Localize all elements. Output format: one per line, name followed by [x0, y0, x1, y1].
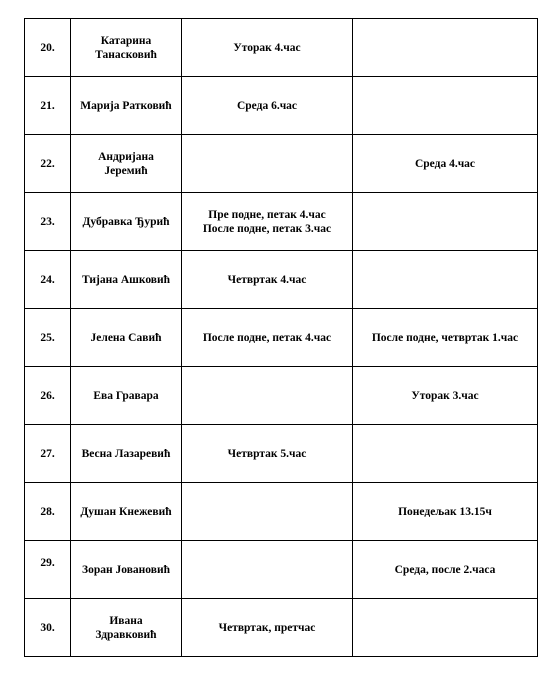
row-number-text: 21.	[40, 99, 55, 112]
table-row	[25, 193, 538, 251]
row-number	[25, 541, 71, 599]
table-row	[25, 483, 538, 541]
schedule-entry: Среда, после 2.часа	[394, 563, 496, 576]
schedule-cell-b	[353, 367, 538, 425]
teacher-name-line: Ивана	[109, 614, 143, 627]
schedule-cell-a	[182, 309, 353, 367]
table-row	[25, 425, 538, 483]
schedule-cell-a	[182, 77, 353, 135]
schedule-entry: Среда 6.час	[236, 99, 298, 112]
schedule-cell-a	[182, 19, 353, 77]
table-row	[25, 19, 538, 77]
row-number-text: 23.	[40, 215, 55, 228]
teacher-name	[71, 483, 182, 541]
schedule-cell-b	[353, 77, 538, 135]
teacher-name	[71, 135, 182, 193]
schedule-cell-b	[353, 251, 538, 309]
teacher-name-line: Дубравка Ђурић	[82, 215, 170, 228]
row-number	[25, 19, 71, 77]
teacher-name-line: Ева Гравара	[93, 389, 159, 402]
schedule-cell-b	[353, 19, 538, 77]
teacher-name-line: Весна Лазаревић	[81, 447, 171, 460]
table-row	[25, 309, 538, 367]
row-number-text: 29.	[40, 556, 55, 569]
schedule-body	[25, 19, 538, 657]
schedule-cell-b	[353, 483, 538, 541]
schedule-cell-b	[353, 599, 538, 657]
schedule-cell-a	[182, 483, 353, 541]
teacher-name	[71, 367, 182, 425]
teacher-name-line: Јелена Савић	[90, 331, 162, 344]
row-number	[25, 367, 71, 425]
row-number-text: 22.	[40, 157, 55, 170]
row-number-text: 27.	[40, 447, 55, 460]
row-number	[25, 483, 71, 541]
schedule-cell-b	[353, 309, 538, 367]
row-number-text: 28.	[40, 505, 55, 518]
schedule-entry: Среда 4.час	[414, 157, 476, 170]
teacher-name	[71, 251, 182, 309]
teacher-name-line: Здравковић	[95, 628, 157, 641]
schedule-cell-a	[182, 193, 353, 251]
table-row	[25, 367, 538, 425]
row-number	[25, 251, 71, 309]
schedule-entry: Уторак 3.час	[411, 389, 479, 402]
teacher-name	[71, 77, 182, 135]
schedule-cell-a	[182, 135, 353, 193]
teacher-name-line: Катарина	[100, 34, 152, 47]
teacher-name	[71, 425, 182, 483]
schedule-cell-b	[353, 193, 538, 251]
row-number	[25, 193, 71, 251]
teacher-name	[71, 19, 182, 77]
schedule-cell-b	[353, 541, 538, 599]
teacher-name-line: Танасковић	[95, 48, 157, 61]
teacher-name-line: Андријана	[98, 150, 154, 163]
schedule-cell-a	[182, 425, 353, 483]
teacher-name	[71, 309, 182, 367]
row-number	[25, 599, 71, 657]
teacher-name	[71, 599, 182, 657]
schedule-cell-a	[182, 367, 353, 425]
row-number-text: 25.	[40, 331, 55, 344]
row-number-text: 24.	[40, 273, 55, 286]
teacher-name-line: Зоран Јовановић	[82, 563, 170, 576]
schedule-cell-a	[182, 251, 353, 309]
schedule-entry: Четвртак 5.час	[227, 447, 307, 460]
schedule-entry: Пре подне, петак 4.час	[208, 208, 326, 221]
schedule-entry: После подне, петак 4.час	[202, 331, 332, 344]
schedule-cell-a	[182, 541, 353, 599]
teacher-name	[71, 193, 182, 251]
schedule-entry: После подне, четвртак 1.час	[371, 331, 519, 344]
schedule-cell-a	[182, 599, 353, 657]
schedule-entry: Четвртак 4.час	[227, 273, 307, 286]
schedule-cell-b	[353, 135, 538, 193]
table-row	[25, 251, 538, 309]
table-row	[25, 135, 538, 193]
teacher-name-line: Душан Кнежевић	[80, 505, 172, 518]
schedule-table	[24, 18, 538, 657]
table-row	[25, 599, 538, 657]
teacher-name-line: Тијана Ашковић	[81, 273, 171, 286]
table-row	[25, 77, 538, 135]
schedule-entry: После подне, петак 3.час	[202, 222, 332, 235]
row-number	[25, 135, 71, 193]
row-number	[25, 77, 71, 135]
table-row	[25, 541, 538, 599]
teacher-name-line: Јеремић	[104, 164, 148, 177]
row-number	[25, 425, 71, 483]
teacher-name	[71, 541, 182, 599]
row-number-text: 26.	[40, 389, 55, 402]
row-number-text: 30.	[40, 621, 55, 634]
schedule-entry: Четвртак, претчас	[218, 621, 316, 634]
row-number	[25, 309, 71, 367]
teacher-name-line: Марија Ратковић	[80, 99, 172, 112]
schedule-cell-b	[353, 425, 538, 483]
row-number-text: 20.	[40, 41, 55, 54]
schedule-entry: Уторак 4.час	[233, 41, 301, 54]
schedule-entry: Понедељак 13.15ч	[398, 505, 492, 518]
